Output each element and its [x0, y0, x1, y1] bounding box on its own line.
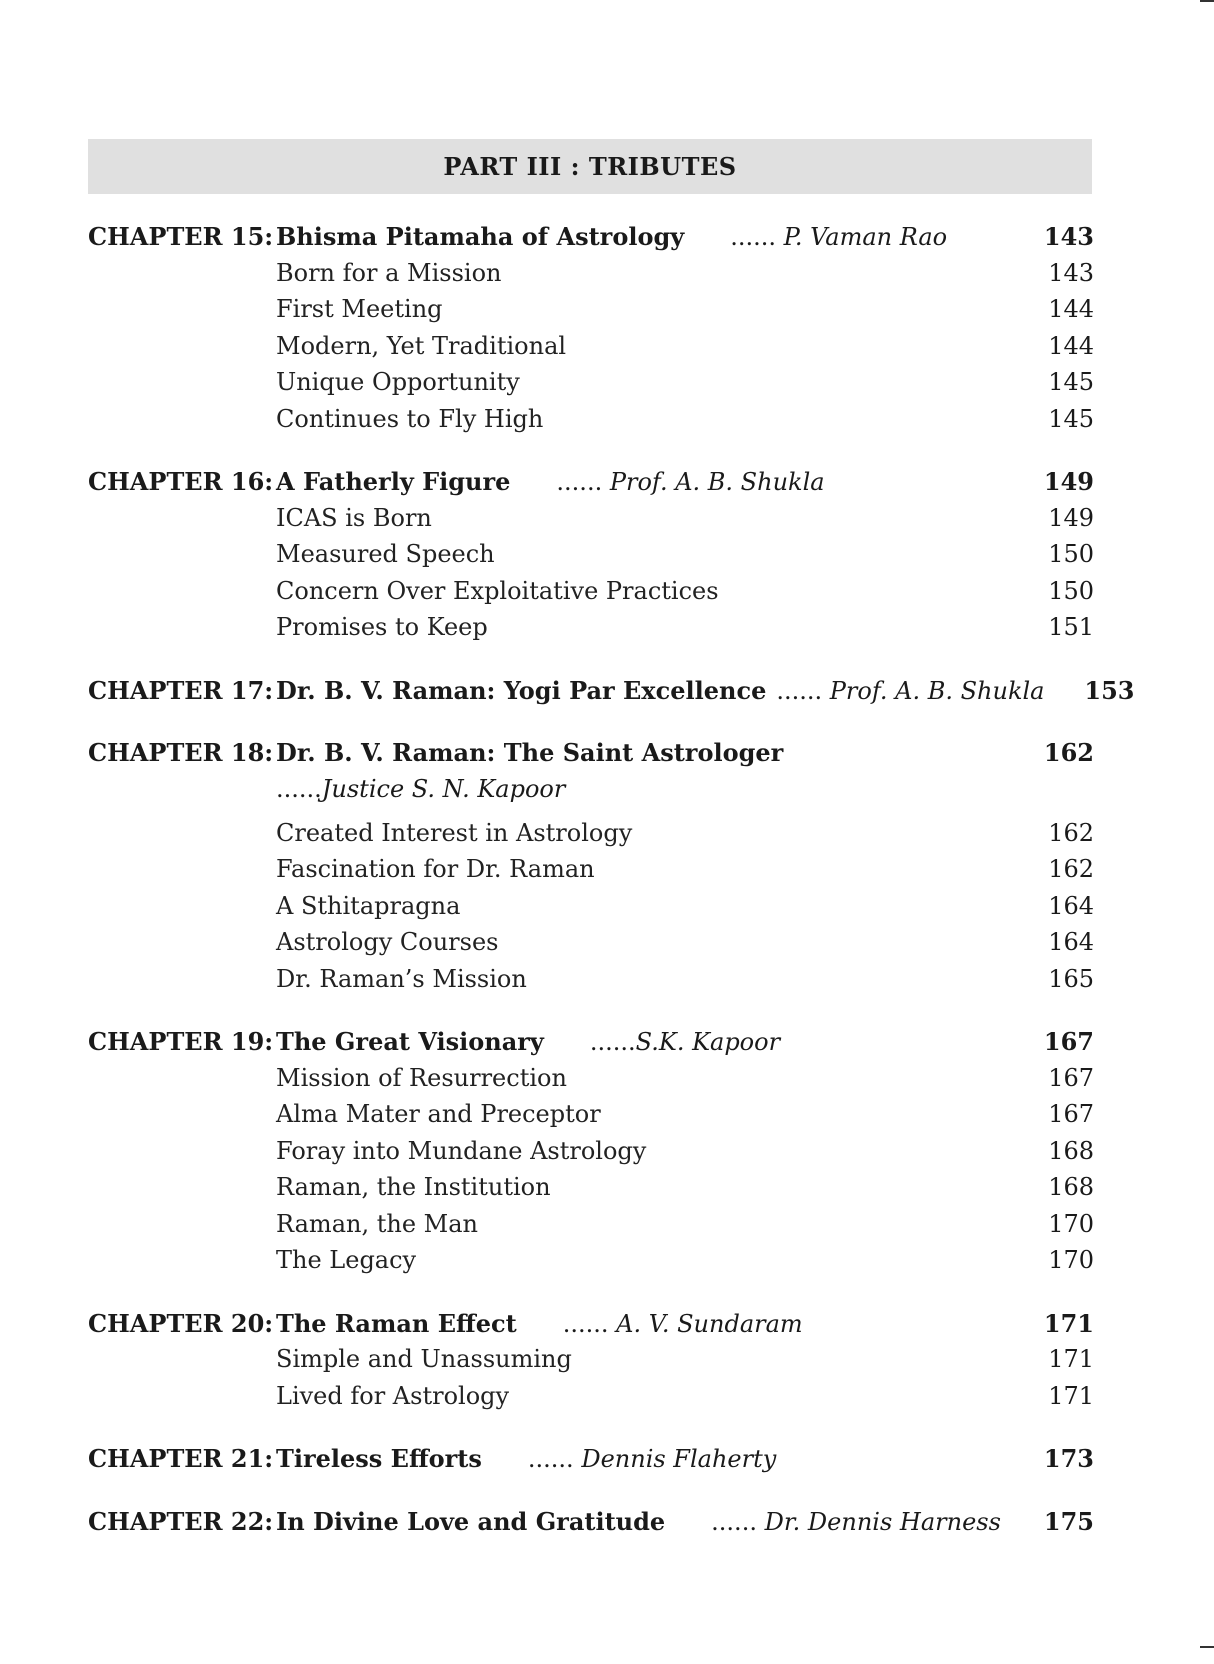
page-number: 164 — [1048, 928, 1094, 956]
section-title: Fascination for Dr. Raman — [276, 855, 595, 883]
chapter-heading[interactable] — [88, 222, 1094, 259]
section-entry[interactable] — [88, 928, 1094, 965]
edge-mark — [1200, 1646, 1214, 1648]
section-entry[interactable] — [88, 1064, 1094, 1101]
page-number: 167 — [1048, 1100, 1094, 1128]
leader-dots: ...... — [562, 1309, 609, 1338]
chapter-author: A. V. Sundaram — [616, 1309, 803, 1338]
section-title: A Sthitapragna — [276, 891, 461, 920]
section-title: Alma Mater and Preceptor — [276, 1100, 601, 1128]
leader-dots: ...... — [276, 774, 322, 803]
chapter-title: The Great Visionary — [276, 1027, 544, 1056]
chapter-title: Bhisma Pitamaha of Astrology — [276, 222, 685, 251]
section-title: The Legacy — [276, 1246, 417, 1274]
page-number: 162 — [1043, 738, 1094, 767]
chapter-heading[interactable] — [88, 1027, 1094, 1064]
section-entry[interactable] — [88, 332, 1094, 369]
section-title: Raman, the Man — [276, 1209, 478, 1238]
section-title: Continues to Fly High — [276, 404, 544, 433]
chapter-author: S.K. Kapoor — [635, 1028, 781, 1056]
leader-dots: ...... — [730, 223, 776, 251]
table-of-contents — [88, 222, 1135, 1569]
section-entry[interactable] — [88, 295, 1094, 332]
chapter-label: CHAPTER 16: — [88, 467, 274, 496]
chapter-author: Prof. A. B. Shukla — [609, 468, 825, 496]
section-entry[interactable] — [88, 965, 1094, 1002]
section-entry[interactable] — [88, 540, 1094, 577]
section-title: Foray into Mundane Astrology — [276, 1136, 647, 1165]
section-title: Lived for Astrology — [276, 1381, 510, 1410]
section-title: Simple and Unassuming — [276, 1345, 572, 1373]
page-number: 144 — [1048, 331, 1094, 360]
page-number: 143 — [1048, 258, 1094, 287]
page-number: 149 — [1043, 467, 1094, 496]
section-entry[interactable] — [88, 405, 1094, 442]
page-number: 175 — [1043, 1506, 1094, 1536]
page-number: 162 — [1048, 855, 1094, 883]
section-title: ICAS is Born — [276, 503, 432, 532]
chapter-15 — [88, 222, 1094, 441]
page-number: 165 — [1048, 964, 1094, 993]
section-entry[interactable] — [88, 1137, 1094, 1174]
leader-dots: ...... — [527, 1445, 574, 1473]
chapter-heading[interactable] — [88, 1444, 1094, 1481]
page-number: 151 — [1048, 613, 1094, 641]
chapter-label: CHAPTER 21: — [88, 1444, 274, 1473]
section-entry[interactable] — [88, 259, 1094, 296]
page-number: 143 — [1043, 222, 1094, 251]
page-number: 171 — [1048, 1381, 1094, 1410]
section-title: Promises to Keep — [276, 613, 488, 641]
chapter-label: CHAPTER 20: — [88, 1308, 274, 1338]
chapter-17 — [88, 675, 1135, 713]
chapter-label: CHAPTER 15: — [88, 222, 274, 251]
section-entry[interactable] — [88, 1382, 1094, 1419]
section-title: Modern, Yet Traditional — [276, 331, 567, 360]
section-entry[interactable] — [88, 892, 1094, 929]
section-entry[interactable] — [88, 613, 1094, 650]
section-entry[interactable] — [88, 855, 1094, 892]
section-entry[interactable] — [88, 1100, 1094, 1137]
page-number: 149 — [1048, 503, 1094, 532]
chapter-author: P. Vaman Rao — [783, 223, 948, 251]
section-title: Measured Speech — [276, 540, 495, 568]
page-number: 150 — [1048, 540, 1094, 568]
chapter-19 — [88, 1027, 1094, 1283]
page-number: 171 — [1043, 1308, 1094, 1338]
page-number: 145 — [1048, 368, 1094, 396]
section-entry[interactable] — [88, 368, 1094, 405]
section-entry[interactable] — [88, 577, 1094, 614]
chapter-label: CHAPTER 18: — [88, 738, 274, 767]
page-number: 167 — [1043, 1027, 1094, 1056]
leader-dots: ...... — [589, 1028, 636, 1056]
leader-dots: ...... — [556, 468, 603, 496]
section-title: Concern Over Exploitative Practices — [276, 576, 719, 605]
chapter-heading[interactable] — [88, 467, 1094, 504]
chapter-22 — [88, 1507, 1094, 1544]
page-number: 171 — [1048, 1345, 1094, 1373]
page-number: 145 — [1048, 404, 1094, 433]
author-line — [88, 775, 1094, 819]
chapter-label: CHAPTER 22: — [88, 1506, 274, 1536]
section-title: Astrology Courses — [276, 928, 499, 956]
section-title: Created Interest in Astrology — [276, 818, 633, 847]
page-number: 168 — [1048, 1173, 1094, 1201]
chapter-heading[interactable] — [88, 1507, 1094, 1544]
section-entry[interactable] — [88, 1173, 1094, 1210]
section-title: Dr. Raman’s Mission — [276, 964, 527, 993]
page-number: 170 — [1048, 1246, 1094, 1274]
chapter-title: Tireless Efforts — [276, 1444, 482, 1473]
chapter-author: Dennis Flaherty — [581, 1445, 777, 1473]
chapter-title: Dr. B. V. Raman: The Saint Astrologer — [276, 738, 784, 767]
page-number: 150 — [1048, 576, 1094, 605]
page-number: 153 — [1084, 675, 1135, 705]
page-number: 173 — [1043, 1444, 1094, 1473]
section-title: Raman, the Institution — [276, 1173, 551, 1201]
page-number: 164 — [1048, 891, 1094, 920]
page-edge — [1196, 0, 1214, 1664]
page-number: 162 — [1048, 818, 1094, 847]
chapter-title: A Fatherly Figure — [276, 467, 511, 496]
chapter-20 — [88, 1309, 1094, 1419]
section-entry[interactable] — [88, 1246, 1094, 1283]
leader-dots: ...... — [776, 676, 823, 705]
chapter-heading[interactable] — [88, 675, 1135, 713]
chapter-title: Dr. B. V. Raman: Yogi Par Excellence — [276, 675, 767, 705]
chapter-title: In Divine Love and Gratitude — [276, 1506, 666, 1536]
chapter-18 — [88, 738, 1094, 1001]
chapter-author: Prof. A. B. Shukla — [829, 676, 1045, 705]
chapter-title: The Raman Effect — [276, 1308, 517, 1338]
chapter-author: Justice S. N. Kapoor — [321, 774, 566, 803]
chapter-label: CHAPTER 19: — [88, 1027, 274, 1056]
page-number: 168 — [1048, 1136, 1094, 1165]
section-title: Mission of Resurrection — [276, 1063, 567, 1092]
chapter-16 — [88, 467, 1094, 650]
section-entry[interactable] — [88, 819, 1094, 856]
section-title: Born for a Mission — [276, 258, 502, 287]
section-title: Unique Opportunity — [276, 368, 520, 396]
part-header: PART III : TRIBUTES — [88, 139, 1092, 194]
page-number: 167 — [1048, 1063, 1094, 1092]
page-number: 170 — [1048, 1209, 1094, 1238]
leader-dots: ...... — [711, 1507, 757, 1536]
section-title: First Meeting — [276, 295, 443, 323]
section-entry[interactable] — [88, 1210, 1094, 1247]
section-entry[interactable] — [88, 1345, 1094, 1382]
chapter-heading[interactable] — [88, 1309, 1094, 1346]
chapter-21 — [88, 1444, 1094, 1481]
chapter-heading[interactable] — [88, 738, 1094, 775]
page-number: 144 — [1048, 295, 1094, 323]
chapter-label: CHAPTER 17: — [88, 675, 274, 705]
edge-mark — [1200, 0, 1214, 2]
chapter-author: Dr. Dennis Harness — [764, 1507, 1001, 1536]
section-entry[interactable] — [88, 504, 1094, 541]
